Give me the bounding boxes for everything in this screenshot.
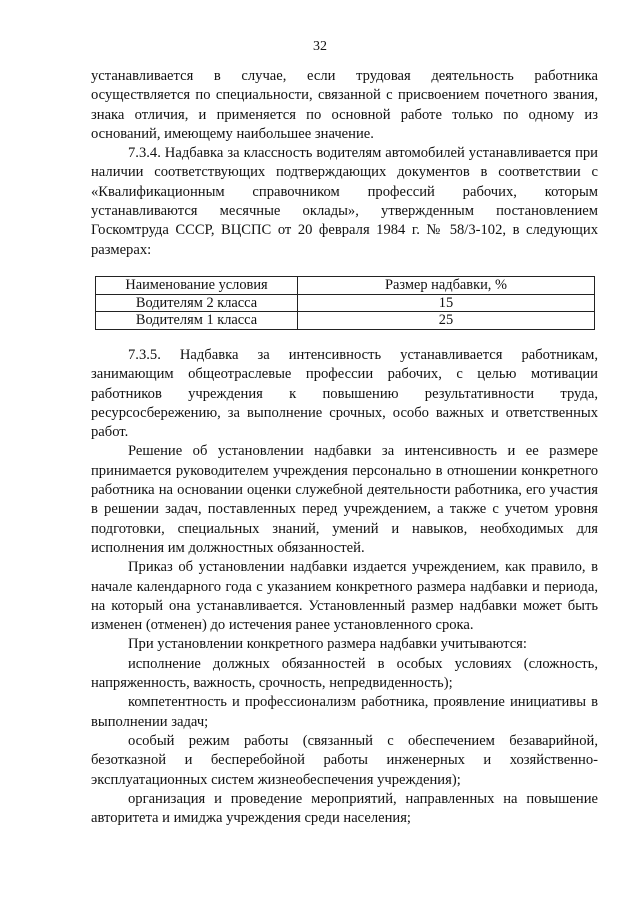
paragraph-7-3-4: 7.3.4. Надбавка за классность водителям автомобилей устанавливается при наличии соответствующих подтверждающих документов в соответствии с «Квалификационным справочником профессий рабочих, которым устанавливаются месячные оклады», утвержденным постановлением Госкомтруда СССР, ВЦСПС от 20 февраля 1984 г. № 58/3-102, в следующих размерах:	[91, 145, 598, 258]
table-header-cell: Размер надбавки, %	[298, 277, 595, 295]
paragraph-continuation: устанавливается в случае, если трудовая деятельность работника осуществляется по специальности, связанной с присвоением почетного звания, знака отличия, и применяется по основной работе только по одному из оснований, имеющему наибольшее значение.	[91, 68, 598, 142]
list-item: исполнение должных обязанностей в особых условиях (сложность, напряженность, важность, срочность, непредвиденность);	[91, 655, 598, 692]
table-cell: 25	[298, 312, 595, 330]
bonus-table	[95, 276, 595, 330]
list-item: особый режим работы (связанный с обеспечением безаварийной, безотказной и бесперебойной работы инженерных и хозяйственно-эксплуатационных систем жизнеобеспечения учреждения);	[91, 732, 598, 788]
table-cell: Водителям 1 класса	[96, 312, 298, 330]
body-text-block	[91, 346, 598, 828]
paragraph-7-3-5: 7.3.5. Надбавка за интенсивность устанавливается работникам, занимающим общеотраслевые профессии рабочих, с целью мотивации работников учреждения к повышению результативности труда, ресурсосбережению, за выполнение срочных, особо важных и ответственных работ.	[91, 347, 598, 441]
paragraph: Приказ об установлении надбавки издается учреждением, как правило, в начале календарного года с указанием конкретного размера надбавки и периода, на который она устанавливается. Установленный размер надбавки может быть изменен (отменен) до истечения ранее установленного срока.	[91, 559, 598, 634]
paragraph: При установлении конкретного размера надбавки учитываются:	[128, 636, 527, 653]
table-row	[96, 294, 595, 312]
table-row	[96, 312, 595, 330]
page-number: 32	[313, 39, 327, 54]
list-item: организация и проведение мероприятий, направленных на повышение авторитета и имиджа учреждения среди населения;	[91, 790, 598, 827]
table-cell: Водителям 2 класса	[96, 294, 298, 312]
table-cell: 15	[298, 294, 595, 312]
table-header-row	[96, 277, 595, 295]
table-header-cell: Наименование условия	[96, 277, 298, 295]
intro-text-block	[91, 67, 598, 260]
paragraph: Решение об установлении надбавки за интенсивность и ее размере принимается руководителем учреждения персонально в отношении конкретного работника на основании оценки служебной деятельности работника, его участия в решении задач, поставленных перед учреждением, а также с учетом уровня подготовки, специальных знаний, умений и навыков, необходимых для исполнения им должностных обязанностей.	[91, 443, 598, 556]
list-item: компетентность и профессионализм работника, проявление инициативы в выполнении задач;	[91, 694, 598, 730]
